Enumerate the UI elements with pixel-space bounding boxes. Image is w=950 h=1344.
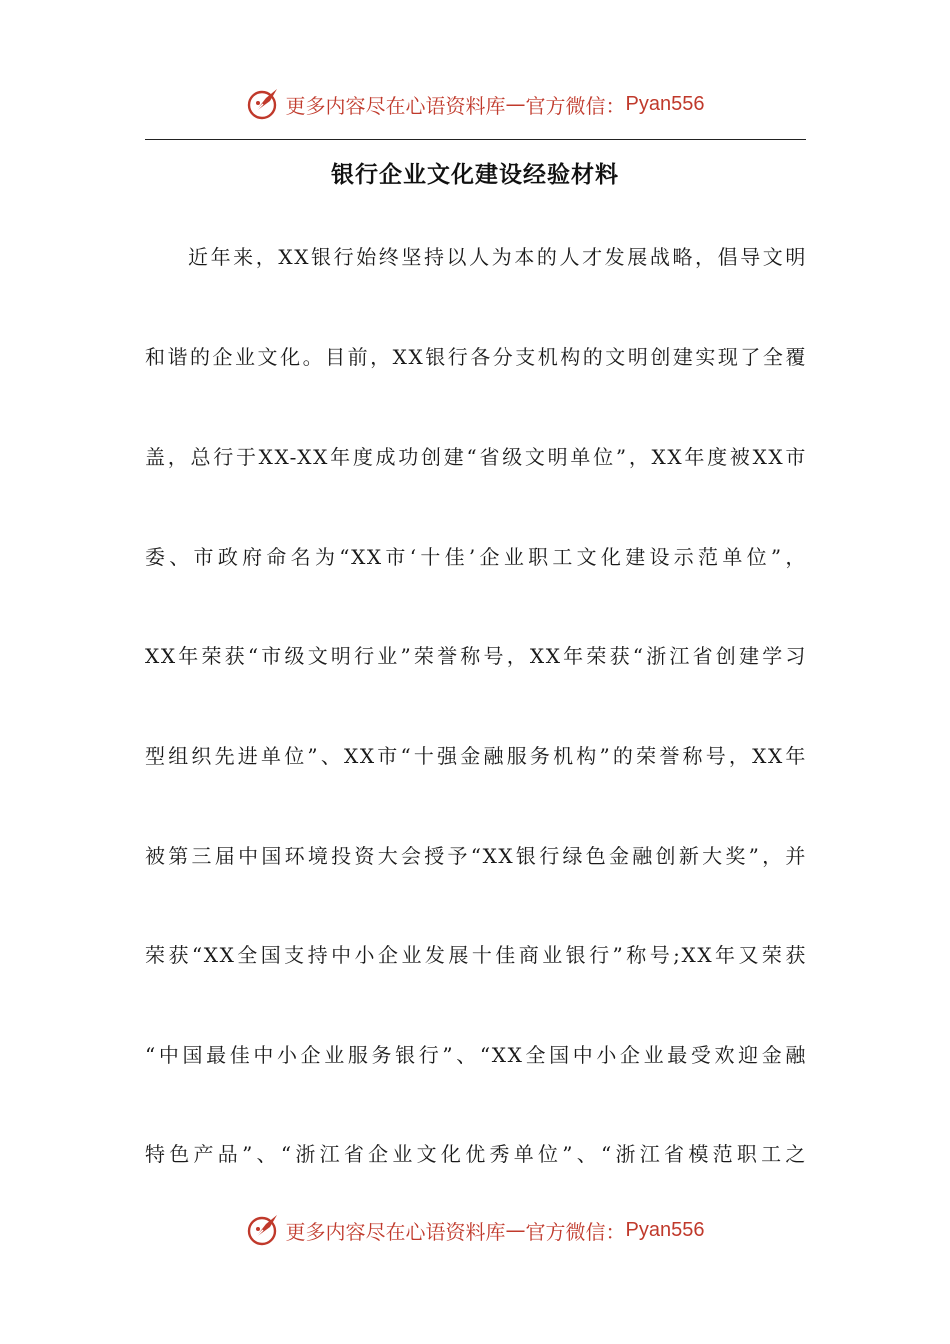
- body-line-10: 特色产品”、“浙江省企业文化优秀单位”、“浙江省模范职工之: [145, 1142, 807, 1166]
- body-line-8: 荣获“XX全国支持中小企业发展十佳商业银行”称号;XX年又荣获: [145, 943, 807, 967]
- body-line-4: 委、市政府命名为“XX市‘十佳’企业职工文化建设示范单位”，: [145, 545, 807, 569]
- quill-logo-icon: [246, 1212, 282, 1248]
- body-line-1: 近年来，XX银行始终坚持以人为本的人才发展战略，倡导文明: [188, 245, 807, 269]
- body-line-7: 被第三届中国环境投资大会授予“XX银行绿色金融创新大奖”，并: [145, 844, 807, 868]
- header-banner: [0, 84, 950, 124]
- banner-slogan: 更多内容尽在心语资料库: [285, 1219, 506, 1244]
- banner-wechat-label: 官方微信：: [525, 93, 626, 118]
- body-line-2: 和谐的企业文化。目前，XX银行各分支机构的文明创建实现了全覆: [145, 345, 807, 369]
- body-line-9: “中国最佳中小企业服务银行”、“XX全国中小企业最受欢迎金融: [145, 1043, 807, 1067]
- banner-wechat-label: 官方微信：: [525, 1219, 626, 1244]
- header-divider: [145, 139, 806, 140]
- banner-wechat-id: Pyan556: [625, 92, 705, 115]
- banner-slogan: 更多内容尽在心语资料库: [285, 93, 506, 118]
- banner-separator: —: [505, 1218, 526, 1242]
- body-line-5: XX年荣获“市级文明行业”荣誉称号，XX年荣获“浙江省创建学习: [145, 644, 807, 668]
- body-line-3: 盖，总行于XX-XX年度成功创建“省级文明单位”，XX年度被XX市: [145, 445, 807, 469]
- footer-banner: [0, 1210, 950, 1250]
- body-line-6: 型组织先进单位”、XX市“十强金融服务机构”的荣誉称号，XX年: [145, 744, 807, 768]
- banner-separator: —: [505, 92, 526, 116]
- page-title: 银行企业文化建设经验材料: [331, 162, 619, 188]
- banner-wechat-id: Pyan556: [625, 1218, 705, 1241]
- quill-logo-icon: [246, 86, 282, 122]
